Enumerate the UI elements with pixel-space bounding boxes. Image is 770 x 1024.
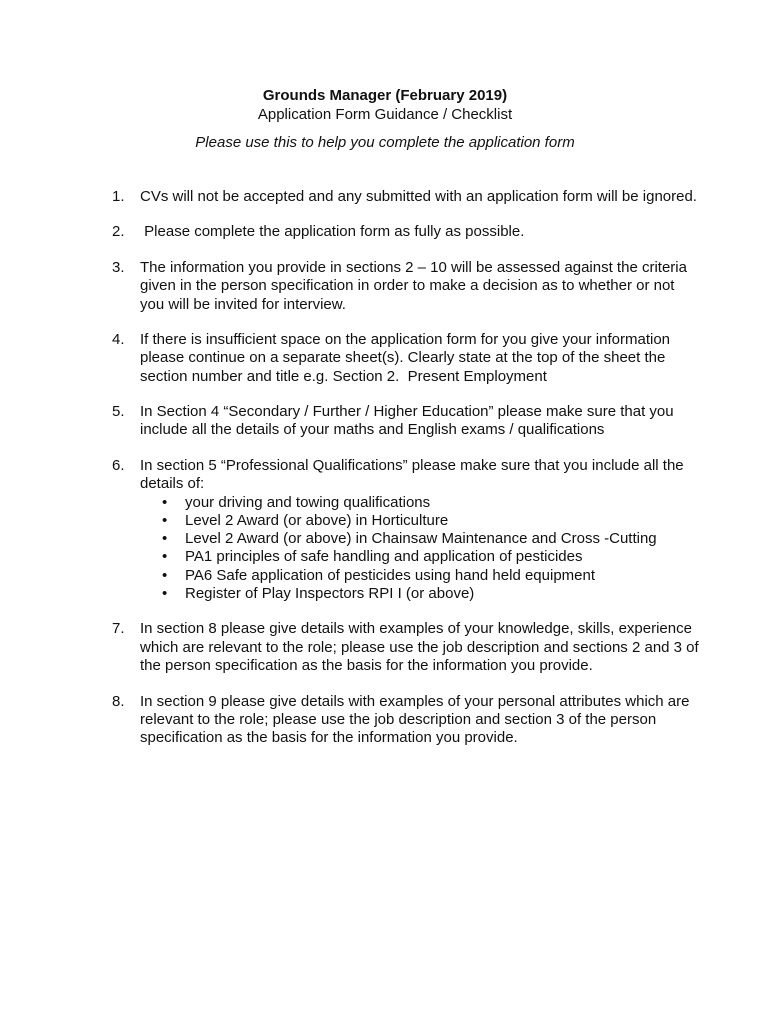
item-text: In section 5 “Professional Qualifications” please make sure that you include all the details of:: [140, 456, 684, 493]
item-text: CVs will not be accepted and any submitted with an application form will be ignored.: [140, 188, 697, 205]
item-text: The information you provide in sections 2 – 10 will be assessed against the criteria given in the person specification in order to make a decision as to whether or not you will be invited for interview.: [140, 258, 687, 313]
list-item: [112, 259, 702, 314]
bullet-item: [140, 548, 702, 566]
bullet-item: [140, 494, 702, 512]
list-item: [112, 188, 702, 206]
item-number: 3.: [112, 258, 125, 276]
qualification-bullet-list: [140, 494, 702, 604]
bullet-marker: •: [162, 530, 168, 548]
bullet-item: [140, 567, 702, 585]
item-number: 8.: [112, 692, 125, 710]
document-instruction: Please use this to help you complete the application form: [195, 134, 575, 151]
item-text: In section 9 please give details with examples of your personal attributes which are relevant to the role; please use the job description and section 3 of the person specification as the basis for the information you provide.: [140, 692, 690, 747]
list-item: [112, 457, 702, 603]
bullet-marker: •: [162, 548, 168, 566]
bullet-text: Level 2 Award (or above) in Chainsaw Maintenance and Cross -Cutting: [185, 530, 657, 548]
bullet-marker: •: [162, 511, 168, 529]
item-number: 1.: [112, 188, 125, 205]
bullet-text: PA6 Safe application of pesticides using hand held equipment: [185, 566, 596, 584]
bullet-item: [140, 512, 702, 530]
list-item: [112, 620, 702, 675]
bullet-text: Level 2 Award (or above) in Horticulture: [185, 511, 449, 529]
list-item: [112, 693, 702, 748]
list-item: [112, 403, 702, 440]
bullet-item: [140, 585, 702, 603]
bullet-marker: •: [162, 584, 168, 602]
guidance-list: [112, 188, 702, 765]
item-text: In section 8 please give details with examples of your knowledge, skills, experience which are relevant to the role; please use the job description and sections 2 and 3 of the person specification as the basis for the information you provide.: [140, 620, 699, 675]
bullet-item: [140, 530, 702, 548]
bullet-text: Register of Play Inspectors RPI I (or above): [185, 584, 475, 602]
item-number: 6.: [112, 456, 125, 474]
bullet-text: your driving and towing qualifications: [185, 493, 431, 511]
bullet-marker: •: [162, 493, 168, 511]
item-number: 4.: [112, 331, 125, 349]
document-subtitle: Application Form Guidance / Checklist: [257, 106, 513, 123]
item-text: If there is insufficient space on the application form for you give your information please continue on a separate sheet(s). Clearly state at the top of the sheet the section number and title e.g. Section 2. Present Employment: [140, 331, 675, 385]
document-title: Grounds Manager (February 2019): [262, 87, 508, 104]
list-item: [112, 331, 702, 386]
list-item: [112, 223, 702, 241]
item-number: 5.: [112, 403, 125, 421]
item-text: In Section 4 “Secondary / Further / Higher Education” please make sure that you include all the details of your maths and English exams / qualifications: [140, 403, 674, 439]
item-number: 7.: [112, 620, 125, 638]
bullet-marker: •: [162, 566, 168, 584]
item-text: Please complete the application form as fully as possible.: [140, 223, 525, 241]
item-number: 2.: [112, 223, 125, 241]
bullet-text: PA1 principles of safe handling and application of pesticides: [185, 548, 583, 566]
